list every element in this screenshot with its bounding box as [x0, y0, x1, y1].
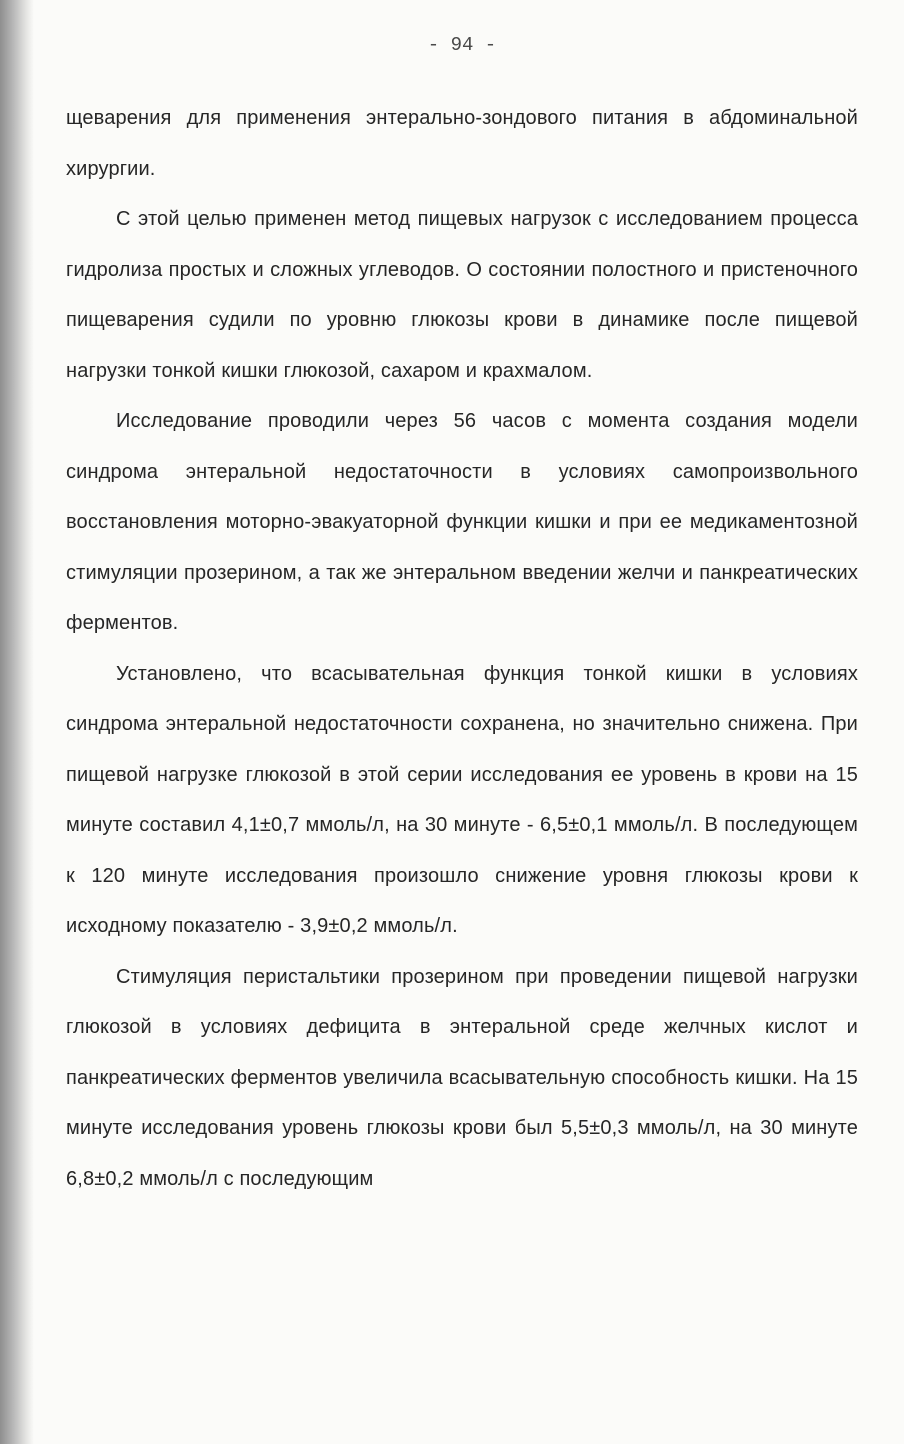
paragraph-3: Исследование проводили через 56 часов с момента создания модели синдрома энтеральной недостаточности в условиях самопроизвольного восстановления моторно-эвакуаторной функции кишки и при ее медикаментозной стимуляции прозерином, а так же энтеральном введении желчи и панкреатических ферментов.: [66, 410, 858, 634]
page-number: - 94 -: [427, 34, 497, 56]
paragraph-1: щеварения для применения энтерально-зондового питания в абдоминальной хирургии.: [66, 107, 858, 180]
body-text: [66, 93, 858, 1204]
paragraph-2: С этой целью применен метод пищевых нагрузок с исследованием процесса гидролиза простых и сложных углеводов. О состоянии полостного и пристеночного пищеварения судили по уровню глюкозы крови в динамике после пищевой нагрузки тонкой кишки глюкозой, сахаром и крахмалом.: [66, 208, 858, 382]
scan-binding-shadow: [0, 0, 34, 1444]
paragraph-4: Установлено, что всасывательная функция тонкой кишки в условиях синдрома энтеральной недостаточности сохранена, но значительно снижена. При пищевой нагрузке глюкозой в этой серии исследования ее уровень в крови на 15 минуте составил 4,1±0,7 ммоль/л, на 30 минуте - 6,5±0,1 ммоль/л. В последующем к 120 минуте исследования произошло снижение уровня глюкозы крови к исходному показателю - 3,9±0,2 ммоль/л.: [66, 662, 858, 937]
paragraph-5: Стимуляция перистальтики прозерином при проведении пищевой нагрузки глюкозой в условиях дефицита в энтеральной среде желчных кислот и панкреатических ферментов увеличила всасывательную способность кишки. На 15 минуте исследования уровень глюкозы крови был 5,5±0,3 ммоль/л, на 30 минуте 6,8±0,2 ммоль/л с последующим: [66, 965, 858, 1190]
